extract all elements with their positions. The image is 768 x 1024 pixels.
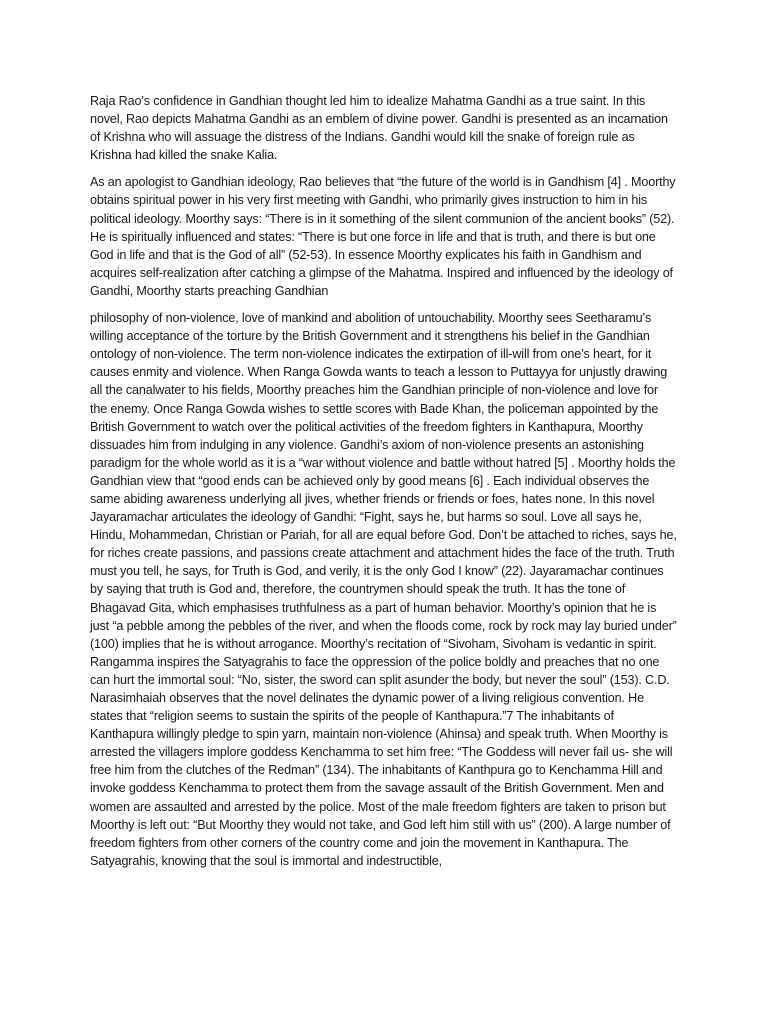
paragraph-gandhian-ideology: As an apologist to Gandhian ideology, Rao believes that “the future of the world is in Gandhism [4] . Moorthy obtains spiritual power in his very first meeting with Gandhi, who primarily gives instruction to him in his political ideology. Moorthy says: “There is in it something of the silent communion of the ancient books” (52). He is spiritually influenced and states: “There is but one force in life and that is truth, and there is but one God in life and that is the God of all” (52-53). In essence Moorthy explicates his faith in Gandhism and acquires self-realization after catching a glimpse of the Mahatma. Inspired and influenced by the ideology of Gandhi, Moorthy starts preaching Gandhian <box>90 175 676 298</box>
paragraph-non-violence: philosophy of non-violence, love of mankind and abolition of untouchability. Moorthy sees Seetharamu’s willing acceptance of the torture by the British Government and it strengthens his belief in the Gandhian ontology of non-violence. The term non-violence indicates the extirpation of ill-will from one’s heart, for it causes enmity and violence. When Ranga Gowda wants to teach a lesson to Puttayya for unjustly drawing all the canalwater to his fields, Moorthy preaches him the Gandhian principle of non-violence and love for the enemy. Once Ranga Gowda wishes to settle scores with Bade Khan, the policeman appointed by the British Government to watch over the political activities of the freedom fighters in Kanthapura, Moorthy dissuades him from indulging in any violence. Gandhi’s axiom of non-violence presents an astonishing paradigm for the whole world as it is a “war without violence and battle without hatred [5] . Moorthy holds the Gandhian view that “good ends can be achieved only by good means [6] . Each individual observes the same abiding awareness underlying all jives, whether friends or friends or foes, hates none. In this novel Jayaramachar articulates the ideology of Gandhi: “Fight, says he, but harms so soul. Love all says he, Hindu, Mohammedan, Christian or Pariah, for all are equal before God. Don’t be attached to riches, says he, for riches create passions, and passions create attachment and attachment hides the face of the truth. Truth must you tell, he says, for Truth is God, and verily, it is the only God I know” (22). Jayaramachar continues by saying that truth is God and, therefore, the countrymen should speak the truth. It has the tone of Bhagavad Gita, which emphasises truthfulness as a part of human behavior. Moorthy’s opinion that he is just “a pebble among the pebbles of the river, and when the floods come, rock by rock may lay buried under” (100) implies that he is without arrogance. Moorthy’s recitation of “Sivoham, Sivoham is vedantic in spirit. Rangamma inspires the Satyagrahis to face the oppression of the police boldly and preaches that no one can hurt the immortal soul: “No, sister, the sword can split asunder the body, but never the soul” (153). C.D. Narasimhaiah observes that the novel delinates the dynamic power of a living religious convention. He states that “religion seems to sustain the spirits of the people of Kanthapura.”7 The inhabitants of Kanthapura willingly pledge to spin yarn, maintain non-violence (Ahinsa) and speak truth. When Moorthy is arrested the villagers implore goddess Kenchamma to set him free: “The Goddess will never fail us- she will free him from the clutches of the Redman” (134). The inhabitants of Kanthpura go to Kenchamma Hill and invoke goddess Kenchamma to protect them from the savage assault of the British Government. Men and women are assaulted and arrested by the police. Most of the male freedom fighters are taken to prison but Moorthy is left out: “But Moorthy they would not take, and God left him still with us” (200). A large number of freedom fighters from other corners of the country come and join the movement in Kanthapura. The Satyagrahis, knowing that the soul is immortal and indestructible, <box>90 311 677 868</box>
paragraph-gandhi-saint: Raja Rao’s confidence in Gandhian thought led him to idealize Mahatma Gandhi as a true saint. In this novel, Rao depicts Mahatma Gandhi as an emblem of divine power. Gandhi is presented as an incarnation of Krishna who will assuage the distress of the Indians. Gandhi would kill the snake of foreign rule as Krishna had killed the snake Kalia. <box>90 94 668 163</box>
